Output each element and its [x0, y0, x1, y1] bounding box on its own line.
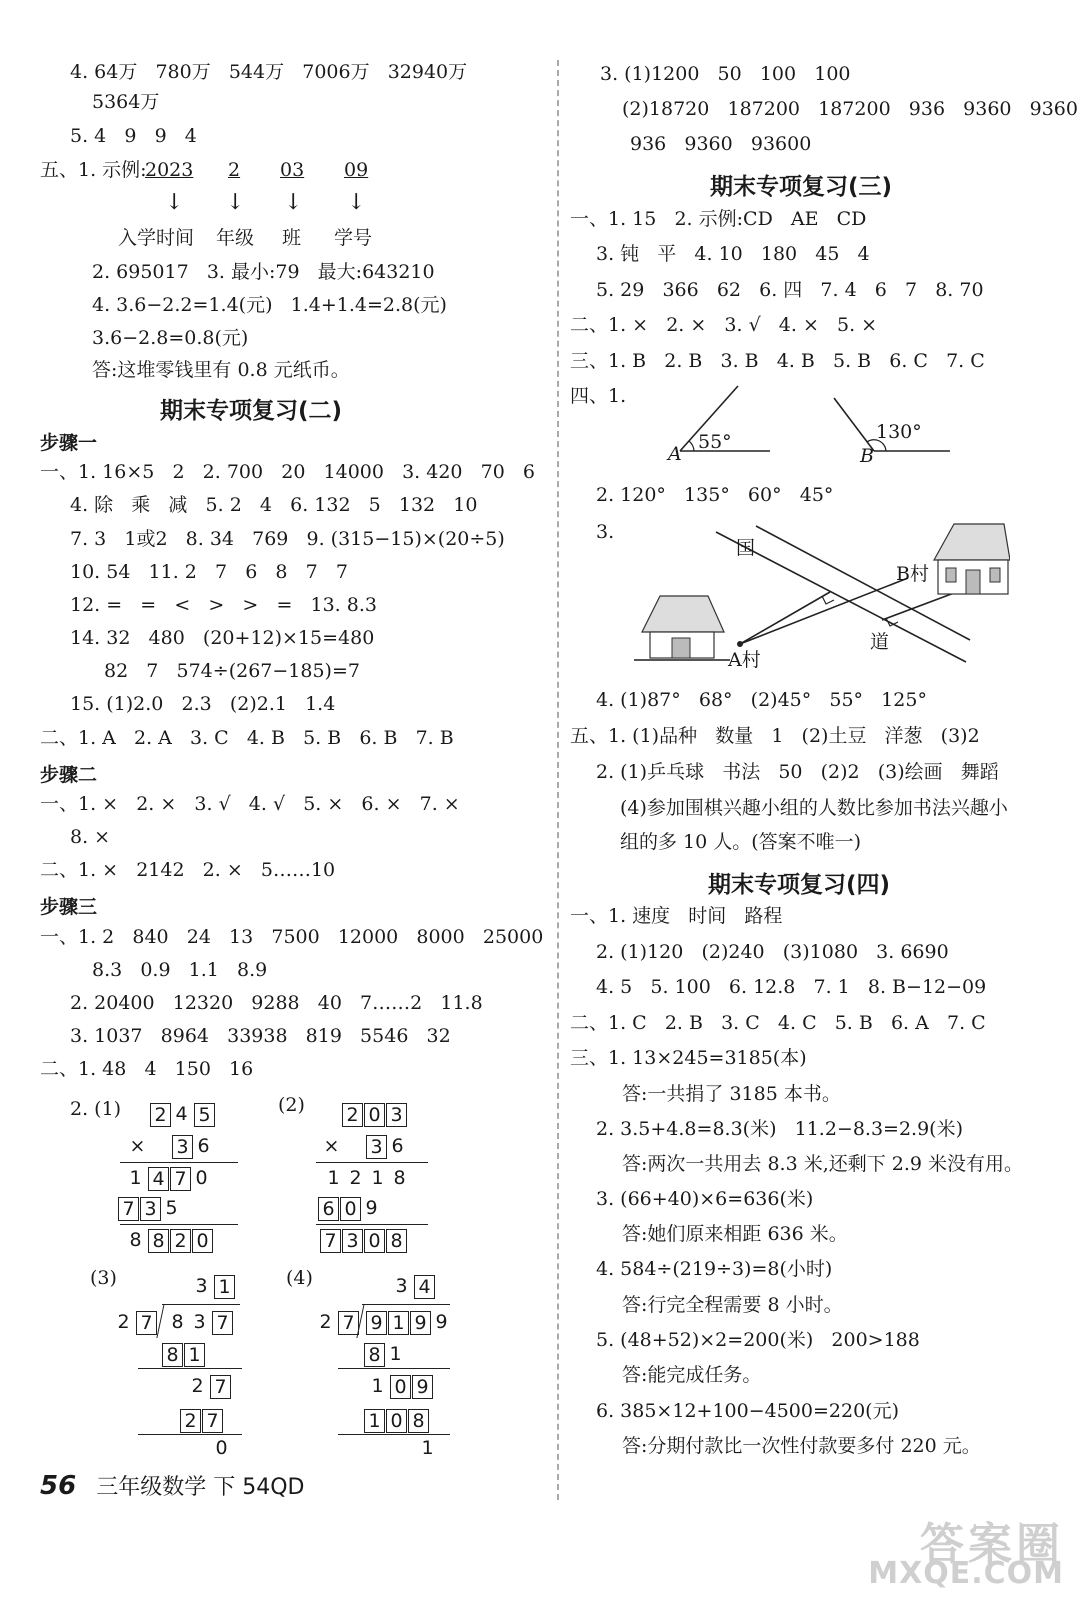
code-label: 学号: [334, 227, 373, 249]
answer-line: 五、1. (1)品种 数量 1 (2)土豆 洋葱 (3)2: [570, 725, 980, 747]
down-arrow-icon: ↓: [165, 190, 184, 215]
page-number: 56: [40, 1471, 77, 1501]
answer-line: 二、1. × 2. × 3. √ 4. × 5. ×: [570, 314, 878, 336]
answer-line: 10. 54 11. 2 7 6 8 7 7: [70, 561, 348, 583]
answer-line: 3.6−2.8=0.8(元): [92, 327, 249, 349]
answer-line: 5. 4 9 9 4: [70, 125, 197, 147]
answer-line: 2. 120° 135° 60° 45°: [596, 484, 834, 506]
answer-line: 3. 钝 平 4. 10 180 45 4: [596, 243, 870, 265]
answer-line: 4. 5 5. 100 6. 12.8 7. 1 8. B−12−09: [596, 976, 987, 998]
watermark-text: 答案圈: [920, 1519, 1064, 1570]
house-b-icon: [934, 524, 1010, 594]
right-column: [560, 0, 1082, 1600]
answer-line: 2. (1)乒乓球 书法 50 (2)2 (3)绘画 舞蹈: [596, 761, 999, 783]
answer-line: 7. 3 1或2 8. 34 769 9. (315−15)×(20÷5): [70, 528, 505, 550]
down-arrow-icon: ↓: [284, 190, 303, 215]
answer-line: 12. = = < > > = 13. 8.3: [70, 594, 377, 616]
vertical-multiplication-2: 2 0 3 × 3 6 1 2 1 8 6 0 9 7 3 0 8: [300, 1100, 450, 1260]
page-footer: [40, 1470, 304, 1501]
answer-line: 答:行完全程需要 8 小时。: [622, 1294, 843, 1316]
answer-line: 936 9360 93600: [630, 133, 812, 155]
long-division-3: 3 1 2 7 8 3 7 8 1 2 7 2 7 0: [110, 1270, 260, 1470]
answer-line: 答:分期付款比一次性付款要多付 220 元。: [622, 1435, 981, 1457]
answer-line: 二、1. 48 4 150 16: [40, 1058, 254, 1080]
code-label: 年级: [216, 227, 255, 249]
code-year: 2023: [145, 159, 194, 181]
code-grade: 2: [228, 159, 241, 181]
perpendicular-line: [740, 592, 830, 644]
answer-line: 一、1. × 2. × 3. √ 4. √ 5. × 6. × 7. ×: [40, 793, 460, 815]
answer-line: 一、1. 16×5 2 2. 700 20 14000 3. 420 70 6: [40, 461, 536, 483]
watermark-logo: [868, 1508, 1064, 1591]
answer-line: 4. 3.6−2.2=1.4(元) 1.4+1.4=2.8(元): [92, 294, 447, 316]
answer-line: 答:能完成任务。: [622, 1364, 762, 1386]
answer-line: 答:她们原来相距 636 米。: [622, 1223, 848, 1245]
answer-line: 6. 385×12+100−4500=220(元): [596, 1400, 899, 1422]
problem-label: (4): [286, 1267, 313, 1289]
village-label: A村: [728, 649, 761, 671]
answer-line: 三、1. B 2. B 3. B 4. B 5. B 6. C 7. C: [570, 350, 985, 372]
answer-line: 3. 1037 8964 33938 819 5546 32: [70, 1025, 451, 1047]
answer-line: (4)参加围棋兴趣小组的人数比参加书法兴趣小: [620, 797, 1008, 819]
village-label: B村: [896, 563, 929, 585]
answer-line: 3.: [596, 521, 615, 543]
answer-line: 五、1. 示例:: [40, 159, 147, 181]
road-label: 国: [736, 537, 756, 559]
answer-line: 答:这堆零钱里有 0.8 元纸币。: [92, 359, 350, 381]
code-class: 03: [280, 159, 305, 181]
down-arrow-icon: ↓: [226, 190, 245, 215]
answer-line: 14. 32 480 (20+12)×15=480: [70, 627, 375, 649]
vertical-multiplication-1: 2 4 5 × 3 6 1 4 7 0 7 3 5 8 8 2 0: [100, 1100, 250, 1260]
road-village-diagram: [620, 520, 1010, 680]
problem-label: (3): [90, 1267, 117, 1289]
answer-line: 四、1.: [570, 385, 627, 407]
answer-line: 2. 3.5+4.8=8.3(米) 11.2−8.3=2.9(米): [596, 1118, 964, 1140]
section-heading: 期末专项复习(二): [160, 398, 343, 424]
angle-label: B: [860, 445, 874, 467]
answer-line: (2)18720 187200 187200 936 9360 9360: [622, 98, 1078, 120]
answer-line: 2. 695017 3. 最小:79 最大:643210: [92, 261, 435, 283]
problem-label: (2): [278, 1094, 305, 1116]
answer-line: 15. (1)2.0 2.3 (2)2.1 1.4: [70, 693, 336, 715]
road-label: 道: [870, 631, 890, 653]
step-heading: 步骤一: [40, 432, 98, 454]
angle-label: A: [668, 443, 682, 465]
step-heading: 步骤三: [40, 896, 98, 918]
answer-line: 8.3 0.9 1.1 8.9: [92, 959, 268, 981]
answer-line: 2. (1)120 (2)240 (3)1080 3. 6690: [596, 941, 949, 963]
answer-line: 答:一共捐了 3185 本书。: [622, 1083, 841, 1105]
down-arrow-icon: ↓: [347, 190, 366, 215]
answer-line: 组的多 10 人。(答案不唯一): [620, 831, 862, 853]
code-label: 班: [282, 227, 302, 249]
answer-line: 3. (1)1200 50 100 100: [600, 63, 851, 85]
right-angle-mark: [886, 618, 898, 626]
angle-diagrams: [660, 380, 1000, 470]
section-heading: 期末专项复习(四): [708, 872, 891, 898]
answer-line: 二、1. C 2. B 3. C 4. C 5. B 6. A 7. C: [570, 1012, 986, 1034]
angle-value: 130°: [876, 421, 922, 443]
answer-line: 5. (48+52)×2=200(米) 200>188: [596, 1329, 920, 1351]
answer-line: 二、1. A 2. A 3. C 4. B 5. B 6. B 7. B: [40, 727, 454, 749]
step-heading: 步骤二: [40, 764, 98, 786]
section-heading: 期末专项复习(三): [710, 174, 893, 200]
answer-line: 8. ×: [70, 826, 111, 848]
answer-line: 一、1. 2 840 24 13 7500 12000 8000 25000: [40, 926, 544, 948]
answer-line: 4. (1)87° 68° (2)45° 55° 125°: [596, 689, 927, 711]
answer-line: 4. 64万 780万 544万 7006万 32940万: [70, 61, 468, 83]
problem-label: 2. (1): [70, 1098, 122, 1120]
right-angle-mark: [822, 596, 834, 604]
book-title: 三年级数学 下 54QD: [96, 1475, 305, 1500]
answer-line: 5364万: [92, 91, 160, 113]
watermark-url: MXQE.COM: [868, 1556, 1064, 1591]
answer-line: 一、1. 速度 时间 路程: [570, 905, 783, 927]
answer-line: 一、1. 15 2. 示例:CD AE CD: [570, 208, 867, 230]
answer-line: 三、1. 13×245=3185(本): [570, 1047, 807, 1069]
answer-line: 4. 除 乘 减 5. 2 4 6. 132 5 132 10: [70, 494, 478, 516]
angle-value: 55°: [698, 431, 732, 453]
house-a-icon: [634, 596, 730, 660]
village-a-point: [737, 641, 743, 647]
long-division-4: 3 4 2 7 9 1 9 9 8 1 1 0 9 1 0 8 1: [312, 1270, 462, 1470]
answer-line: 4. 584÷(219÷3)=8(小时): [596, 1258, 833, 1280]
answer-line: 82 7 574÷(267−185)=7: [104, 660, 360, 682]
answer-line: 二、1. × 2142 2. × 5……10: [40, 859, 336, 881]
angle-a-arc: [689, 441, 694, 451]
code-label: 入学时间: [118, 227, 195, 249]
answer-line: 答:两次一共用去 8.3 米,还剩下 2.9 米没有用。: [622, 1153, 1024, 1175]
code-number: 09: [344, 159, 369, 181]
answer-line: 5. 29 366 62 6. 四 7. 4 6 7 8. 70: [596, 279, 984, 301]
answer-line: 3. (66+40)×6=636(米): [596, 1188, 814, 1210]
answer-line: 2. 20400 12320 9288 40 7……2 11.8: [70, 992, 483, 1014]
